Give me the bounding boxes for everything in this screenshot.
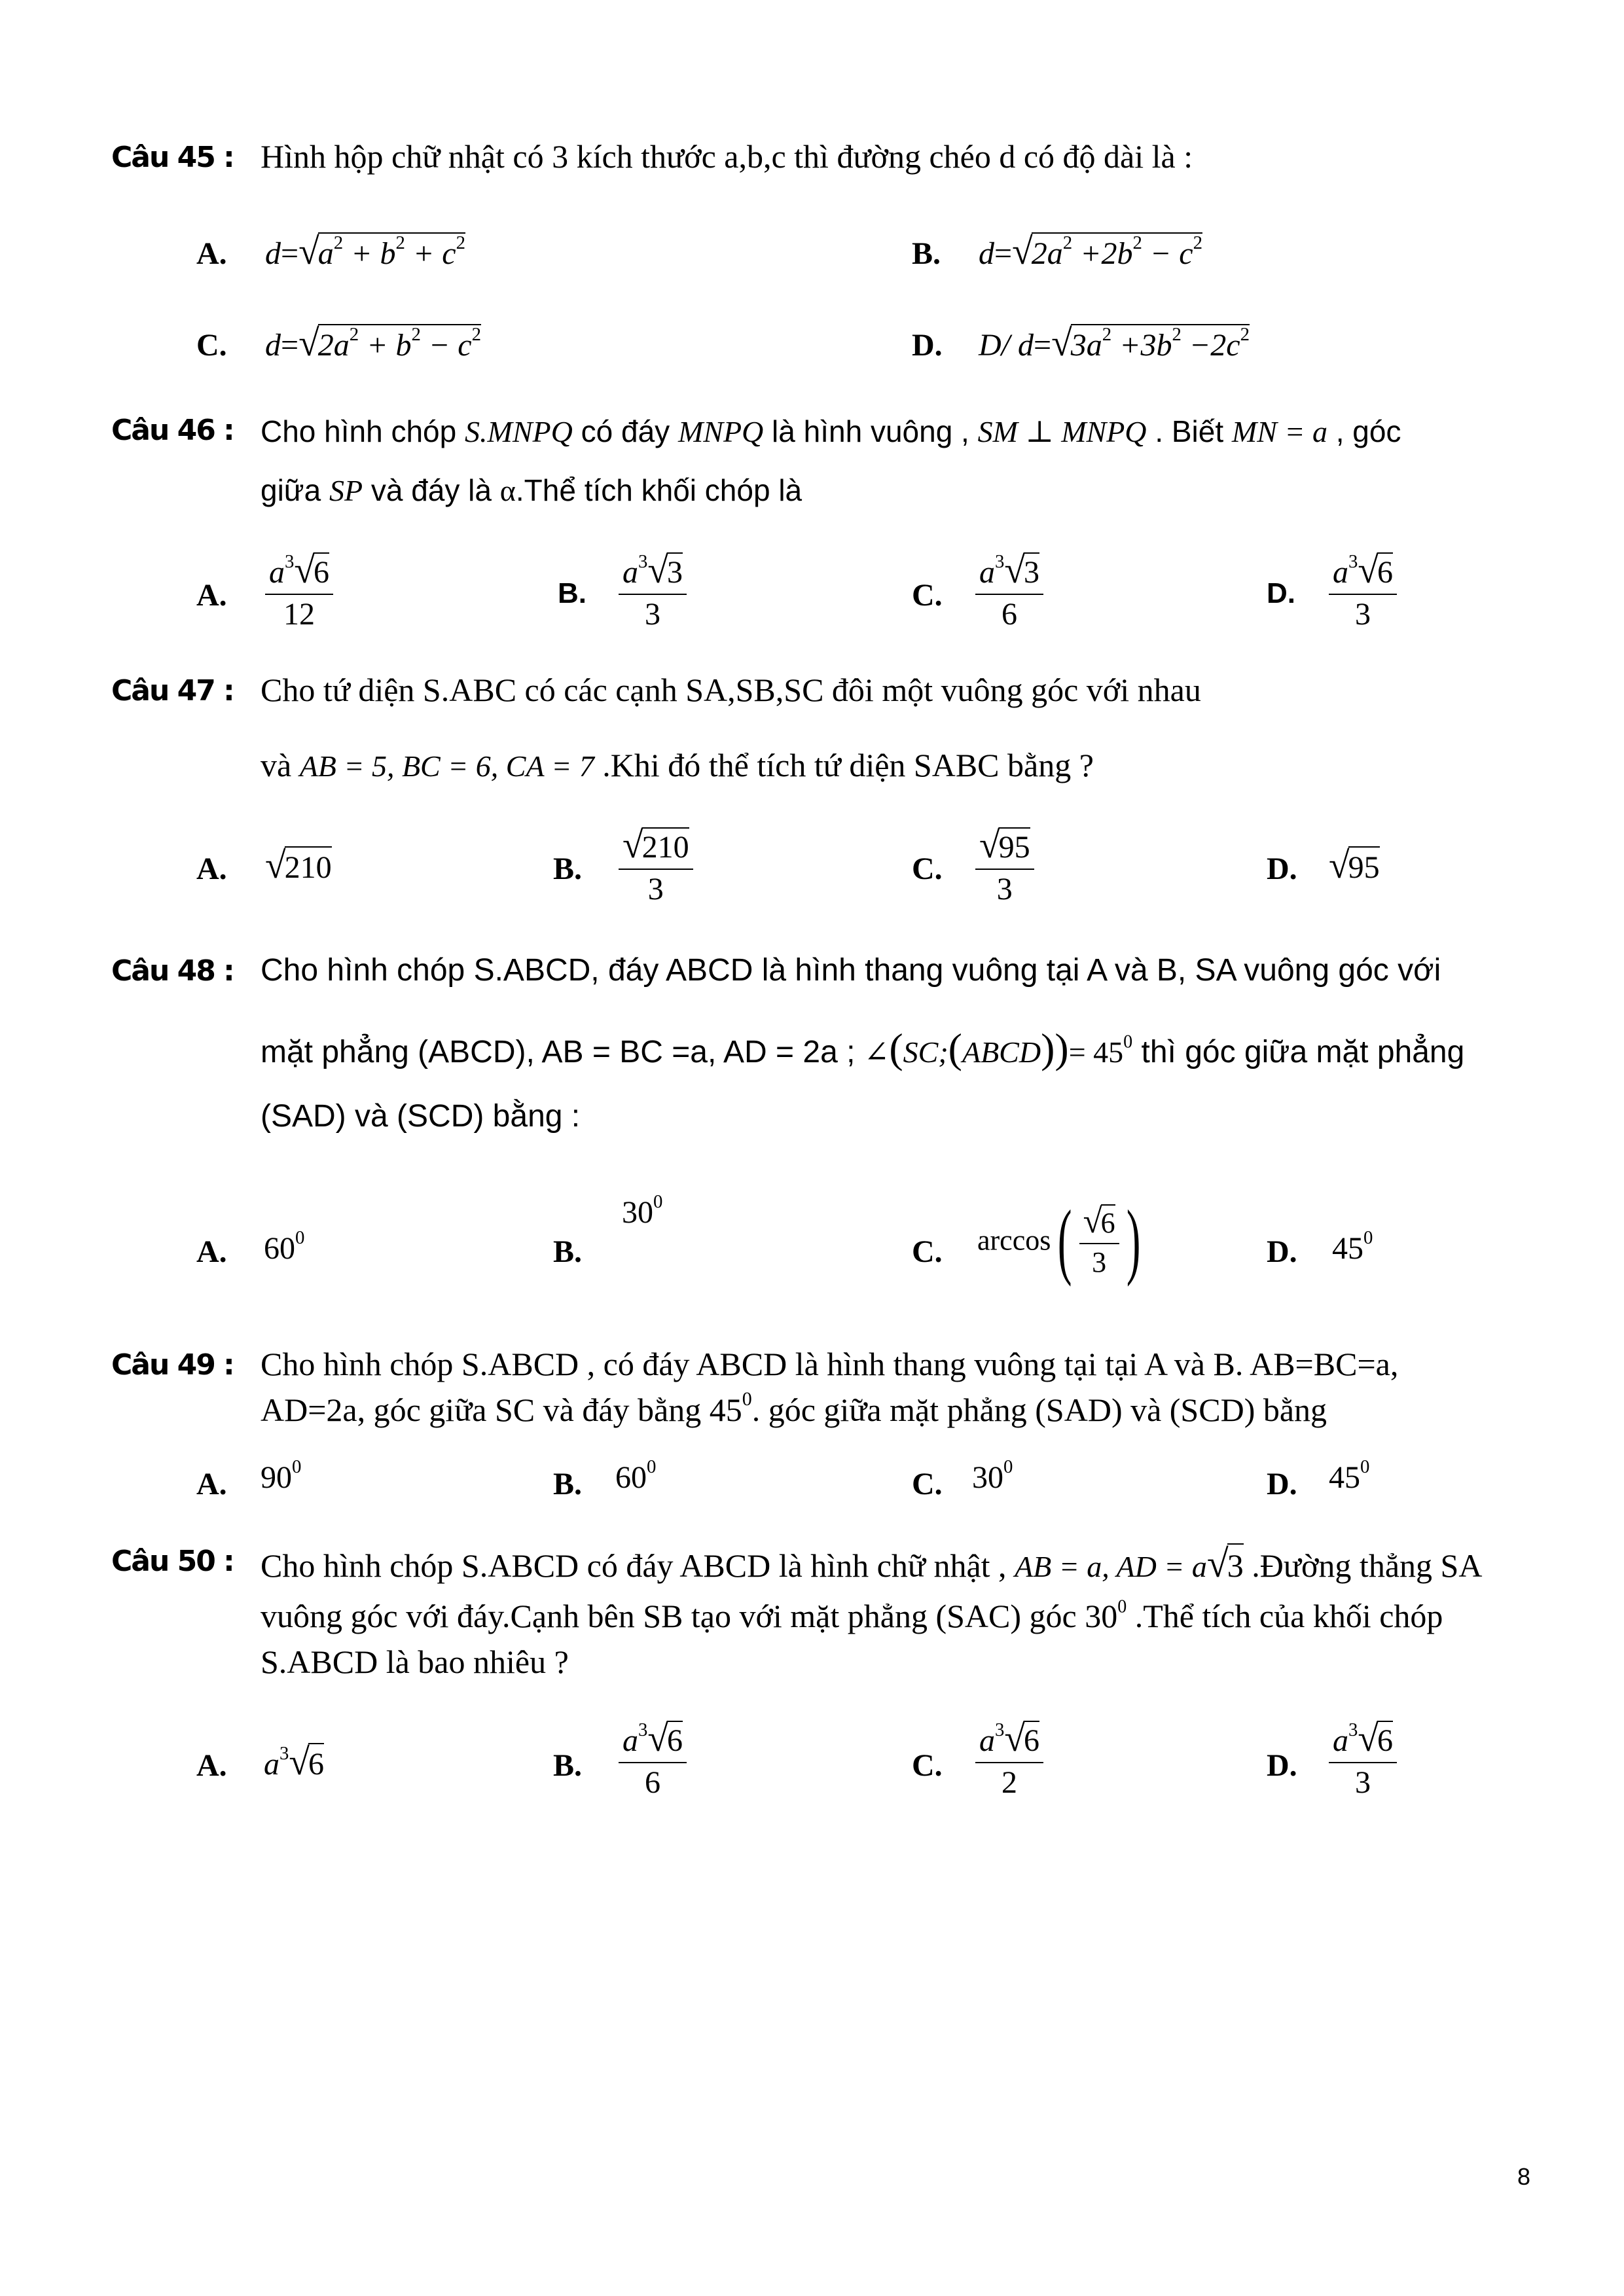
q46-l1-e: là hình vuông , [772,414,969,448]
q49-d-num: 45 [1329,1460,1360,1495]
q48-d-num: 45 [1332,1231,1363,1266]
q45-opt-b-formula [979,230,1202,273]
q50-opt-d-formula: $\frac{a^3√6}{3}$ [1329,1718,1397,1801]
q49-opt-d-value [1329,1456,1370,1496]
q49-opt-d-label[interactable]: D. [1267,1467,1297,1501]
q46-line1 [261,414,1401,449]
q45-c-s2: 2 [411,323,421,345]
q49-c-num: 30 [972,1460,1003,1495]
q50-c-den: 2 [1001,1765,1017,1801]
q45-b-t3: − c [1142,236,1193,271]
q46-opt-c-formula: $\frac{a^3√3}{6}$ [975,550,1043,632]
q48-l2-g: thì góc giữa mặt phẳng [1141,1035,1465,1069]
q46-l1-i: , góc [1335,414,1401,448]
q46-l1-d: MNPQ [677,415,764,448]
q48-l2-e: = 45 [1068,1035,1124,1069]
q46-l2-c: và đáy là [370,473,492,507]
q50-b-var: a [623,1723,638,1758]
q48-l2-a: mặt phẳng (ABCD), AB = BC =a, AD = 2a ; [261,1035,856,1069]
q46-opt-c-label[interactable]: C. [912,578,943,613]
q48-opt-c-label[interactable]: C. [912,1234,943,1269]
q48-l2-c: SC; [903,1035,948,1069]
q46-opt-d-formula: $\frac{a^3√6}{3}$ [1329,550,1397,632]
q49-label: Câu 49 : [111,1348,234,1382]
q48-opt-a-label[interactable]: A. [196,1234,227,1269]
q49-opt-a-label[interactable]: A. [196,1467,227,1501]
q45-b-t1: 2a [1031,236,1063,271]
q45-c-s3: 2 [471,323,481,345]
q50-l1-d: .Đường thẳng SA [1252,1547,1483,1584]
q45-opt-a-formula [265,230,465,273]
q50-d-root: 6 [1377,1721,1393,1759]
q45-d-d: d [1018,328,1034,363]
q49-c-deg: 0 [1003,1456,1013,1477]
q48-c-fn: arccos [977,1224,1051,1257]
q46-l1-f: SM ⊥ MNPQ [977,415,1147,448]
q45-a-d: d [265,236,281,271]
q46-a-den: 12 [283,597,315,632]
q46-d-root: 6 [1377,552,1393,590]
q46-a-root: 6 [314,552,329,590]
q45-opt-c-formula [265,322,481,365]
q47-opt-d-label[interactable]: D. [1267,852,1297,886]
q45-a-t2: + b [343,236,396,271]
q46-a-exp: 3 [285,550,295,572]
q46-d-den: 3 [1355,597,1371,632]
q46-c-root: 3 [1024,552,1039,590]
q45-opt-d-label[interactable]: D. [912,328,943,363]
q50-a-var: a [264,1747,280,1782]
q46-l1-c: có đáy [581,414,670,448]
q49-opt-c-label[interactable]: C. [912,1467,943,1501]
q48-opt-b-value [622,1191,663,1230]
q45-a-t1: a [317,236,334,271]
q45-a-sqrt: $√a^2 + b^2 + c^2$ [298,231,465,272]
q45-label: Câu 45 : [111,141,234,174]
q45-d-t1: 3a [1070,328,1102,363]
q47-opt-a-label[interactable]: A. [196,852,227,886]
q47-opt-b-label[interactable]: B. [553,852,583,886]
q47-b-root: 210 [642,827,689,865]
q47-c-den: 3 [996,872,1013,907]
q50-l2-b: 30 [1085,1598,1118,1634]
q48-b-deg: 0 [653,1191,663,1212]
q50-l1-b: AB = a, AD = a [1015,1550,1207,1583]
q45-d-s1: 2 [1102,323,1112,345]
q45-c-sqrt: $√2a^2 + b^2 - c^2$ [298,323,481,364]
q50-l1-c: 3 [1227,1543,1244,1585]
q45-b-s2: 2 [1132,232,1142,253]
q46-l1-b: S.MNPQ [465,415,573,448]
q50-b-root: 6 [667,1721,683,1759]
q47-opt-d-formula: √95 [1329,845,1380,886]
q50-c-var: a [979,1723,995,1758]
q49-opt-b-value [615,1456,657,1496]
q45-c-eq: = [281,328,299,363]
q50-b-den: 6 [645,1765,660,1801]
q50-opt-c-formula: $\frac{a^3√6}{2}$ [975,1718,1043,1801]
q45-d-t2: +3b [1111,328,1172,363]
q47-c-root: 95 [999,827,1030,865]
q48-angle-symbol: ∠ [863,1035,890,1069]
q45-c-s1: 2 [349,323,359,345]
q46-b-var: a [623,555,638,590]
q49-line1: Cho hình chóp S.ABCD , có đáy ABCD là hình thang vuông tại tại A và B. AB=BC=a, [261,1346,1399,1382]
q47-b-den: 3 [647,872,664,907]
q45-b-t2: +2b [1072,236,1133,271]
q50-l1-a: Cho hình chóp S.ABCD có đáy ABCD là hình chữ nhật , [261,1547,1007,1584]
q46-l1-h: MN = a [1231,415,1327,448]
q45-opt-d-formula [979,322,1250,365]
q48-c-root: 6 [1101,1204,1115,1239]
q49-l2-c: . góc giữa mặt phẳng (SAD) và (SCD) bằng [751,1391,1327,1428]
q47-label: Câu 47 : [111,674,234,708]
q49-l2-b: 0 [742,1388,752,1410]
q46-b-root: 3 [667,552,683,590]
q46-label: Câu 46 : [111,414,234,447]
q48-l2-d: ABCD [962,1035,1041,1069]
q48-opt-d-value [1332,1227,1373,1266]
q49-d-deg: 0 [1360,1456,1370,1477]
q45-b-d: d [979,236,994,271]
q45-b-s3: 2 [1193,232,1202,253]
q48-a-num: 60 [264,1231,295,1266]
q45-b-s1: 2 [1062,232,1073,253]
q46-a-var: a [269,555,285,590]
q45-a-s1: 2 [333,232,344,253]
q50-c-exp: 3 [995,1719,1005,1740]
q47-line1: Cho tứ diện S.ABC có các cạnh SA,SB,SC đôi một vuông góc với nhau [261,672,1201,708]
q48-line3: (SAD) và (SCD) bằng : [261,1099,581,1134]
q45-d-s3: 2 [1240,323,1250,345]
q50-l2-a: vuông góc với đáy.Cạnh bên SB tạo với mặt phẳng (SAC) góc [261,1598,1077,1634]
q50-l2-c: 0 [1117,1596,1127,1617]
q47-opt-b-formula: $\frac{√210}{3}$ [619,825,693,907]
q46-opt-b-formula: $\frac{a^3√3}{3}$ [619,550,687,632]
q47-a-root: 210 [285,846,332,886]
q48-d-deg: 0 [1363,1227,1373,1248]
q46-opt-a-label[interactable]: A. [196,578,227,613]
q45-a-eq: = [281,236,299,271]
q50-opt-a-formula: $a^3√6$ [264,1742,325,1783]
q48-a-deg: 0 [295,1227,305,1248]
q45-b-eq: = [994,236,1013,271]
q50-line3: S.ABCD là bao nhiêu ? [261,1643,569,1680]
q46-l2-e: .Thể tích khối chóp là [515,473,803,507]
q48-b-num: 30 [622,1195,653,1230]
q45-text: Hình hộp chữ nhật có 3 kích thước a,b,c thì đường chéo d có độ dài là : [261,138,1193,175]
q49-b-num: 60 [615,1460,647,1495]
q50-d-exp: 3 [1348,1719,1358,1740]
q49-a-deg: 0 [292,1456,302,1477]
q45-a-s3: 2 [456,232,465,253]
q45-a-t3: + c [405,236,456,271]
q50-l2-d: .Thể tích của khối chóp [1134,1598,1443,1634]
q46-b-den: 3 [645,597,660,632]
q50-line2 [261,1597,1443,1635]
q50-line1: Cho hình chóp S.ABCD có đáy ABCD là hình chữ nhật , AB = a, AD = a√3 .Đường thẳng SA [261,1542,1483,1585]
q48-opt-c-formula: arccos( $\frac{√6}{3}$ ) [977,1193,1141,1287]
q45-opt-b-label[interactable]: B. [912,236,941,271]
q50-opt-b-formula: $\frac{a^3√6}{6}$ [619,1718,687,1801]
q48-line2: mặt phẳng (ABCD), AB = BC =a, AD = 2a ; ∠(SC;(ABCD))= $45^0$ thì góc giữa mặt phẳng [261,1025,1465,1071]
q47-l2-b: AB = 5, BC = 6, CA = 7 [299,749,594,783]
q46-l1-g: . Biết [1155,414,1224,448]
q50-a-root: 6 [308,1743,324,1782]
q45-d-sqrt: $√3a^2 +3b^2 -2c^2$ [1051,323,1250,364]
q50-opt-c-label[interactable]: C. [912,1748,943,1783]
q49-b-deg: 0 [647,1456,657,1477]
page-number: 8 [1517,2163,1531,2190]
q45-d-prefix: D/ [979,328,1010,363]
q50-c-root: 6 [1024,1721,1039,1759]
q46-d-exp: 3 [1348,550,1358,572]
q46-line2 [261,473,802,508]
q48-opt-a-value [264,1227,305,1266]
q46-opt-b-label[interactable]: B. [558,577,586,609]
q46-l2-d: α [499,474,516,507]
q49-opt-a-value [261,1456,302,1496]
q45-c-t2: + b [359,328,412,363]
q46-l2-a: giữa [261,473,321,507]
q47-opt-c-label[interactable]: C. [912,852,943,886]
q45-c-d: d [265,328,281,363]
q50-b-exp: 3 [638,1719,648,1740]
q48-l2-f: 0 [1123,1031,1133,1052]
q47-line2 [261,746,1094,784]
q49-line2 [261,1388,1327,1429]
q45-c-t1: 2a [317,328,350,363]
q46-c-var: a [979,555,995,590]
q48-opt-d-label[interactable]: D. [1267,1234,1297,1269]
q50-opt-d-label[interactable]: D. [1267,1748,1297,1783]
q47-opt-c-formula: $\frac{√95}{3}$ [975,825,1034,907]
q47-l2-a: và [261,747,292,783]
q47-opt-a-formula: √210 [265,845,332,886]
q45-d-eq: = [1034,328,1052,363]
q49-opt-c-value [972,1456,1013,1496]
q46-opt-a-formula: $\frac{a^3√6}{12}$ [265,550,333,632]
q50-opt-a-label[interactable]: A. [196,1748,227,1783]
q47-d-root: 95 [1348,846,1380,886]
q45-opt-a-label[interactable]: A. [196,236,227,271]
q49-l2-a: AD=2a, góc giữa SC và đáy bằng 45 [261,1391,742,1428]
q45-d-t3: −2c [1181,328,1240,363]
q50-d-den: 3 [1355,1765,1371,1801]
q46-l1-a: Cho hình chóp [261,414,457,448]
q46-b-exp: 3 [638,550,648,572]
q48-label: Câu 48 : [111,954,234,988]
q45-c-t3: − c [420,328,472,363]
q48-opt-b-label[interactable]: B. [553,1234,583,1269]
q46-l2-b: SP [329,474,363,507]
q50-opt-b-label[interactable]: B. [553,1748,583,1783]
q50-d-var: a [1333,1723,1348,1758]
q45-b-sqrt: $√2a^2 +2b^2 - c^2$ [1012,231,1202,272]
q48-line1: Cho hình chóp S.ABCD, đáy ABCD là hình thang vuông tại A và B, SA vuông góc với [261,953,1441,988]
q50-label: Câu 50 : [111,1545,234,1578]
q45-d-s2: 2 [1172,323,1182,345]
q49-a-num: 90 [261,1460,292,1495]
q48-c-den: 3 [1092,1246,1107,1278]
q49-opt-b-label[interactable]: B. [553,1467,583,1501]
q45-a-s2: 2 [395,232,405,253]
q47-l2-c: .Khi đó thể tích tứ diện SABC bằng ? [602,747,1094,783]
q46-opt-d-label[interactable]: D. [1267,577,1295,609]
q46-c-exp: 3 [995,550,1005,572]
q45-opt-c-label[interactable]: C. [196,328,227,363]
q46-c-den: 6 [1001,597,1017,632]
q50-a-exp: 3 [280,1742,289,1764]
q46-d-var: a [1333,555,1348,590]
